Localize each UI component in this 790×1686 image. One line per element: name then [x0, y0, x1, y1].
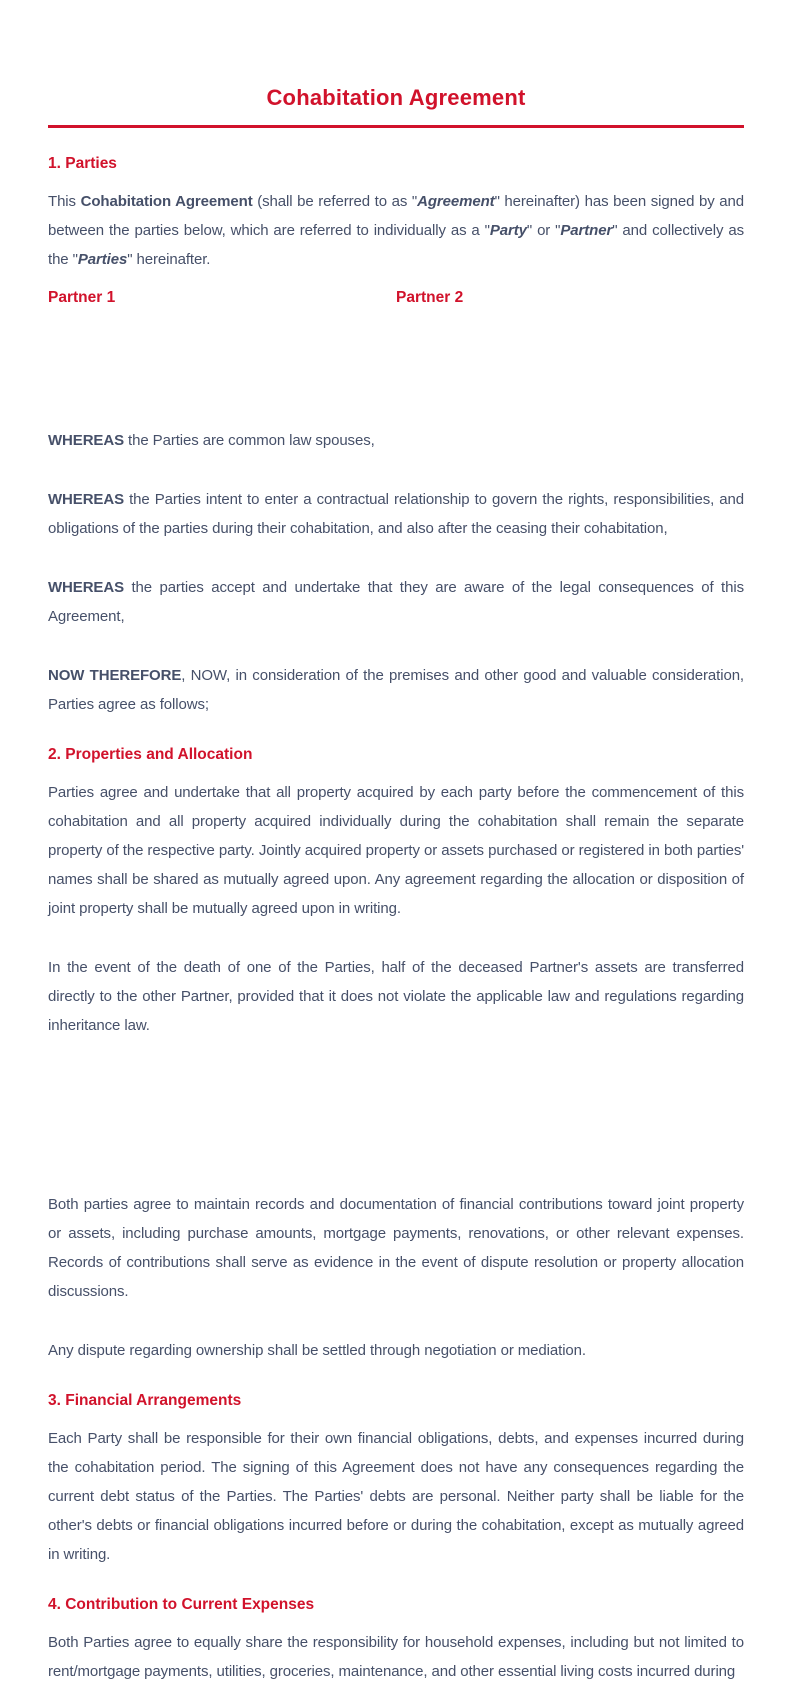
expenses-paragraph: Both Parties agree to equally share the responsibility for household expenses, including but not limited to rent/mortgage payments, utilities, groceries, maintenance, and other essential living costs incurred during — [48, 1634, 744, 1680]
properties-paragraph-3: Both parties agree to maintain records and documentation of financial contributions toward joint property or assets, including purchase amounts, mortgage payments, renovations, or other relevant expenses. Records of contributions shall serve as evidence in the event of dispute resolution or property allocation discussions. — [48, 1196, 744, 1300]
whereas-clause-1: WHEREAS the Parties are common law spouses, — [48, 432, 375, 449]
section-heading-expenses: 4. Contribution to Current Expenses — [48, 1596, 315, 1613]
partner2-heading: Partner 2 — [396, 289, 464, 306]
section-heading-parties: 1. Parties — [48, 155, 117, 172]
whereas-clause-2: WHEREAS the Parties intent to enter a contractual relationship to govern the rights, responsibilities, and obligations of the parties during their cohabitation, and also after the ceasing their cohabitation, — [48, 491, 744, 537]
properties-paragraph-1: Parties agree and undertake that all property acquired by each party before the commencement of this cohabitation and all property acquired individually during the cohabitation shall remain the separate property of the respective party. Jointly acquired property or assets purchased or registered in both parties' names shall be shared as mutually agreed upon. Any agreement regarding the allocation or disposition of joint property shall be mutually agreed upon in writing. — [48, 784, 744, 917]
now-therefore-clause: NOW THEREFORE, NOW, in consideration of the premises and other good and valuable consideration, Parties agree as follows; — [48, 667, 745, 713]
section-heading-financial: 3. Financial Arrangements — [48, 1392, 242, 1409]
records-blank-area — [48, 1040, 744, 1160]
section-heading-properties: 2. Properties and Allocation — [48, 746, 253, 763]
partners-row — [48, 288, 744, 308]
partner-details-blank-area — [48, 308, 744, 396]
title-divider — [48, 125, 744, 128]
properties-paragraph-2: In the event of the death of one of the Parties, half of the deceased Partner's assets are transferred directly to the other Partner, provided that it does not violate the applicable law and regulations regarding inheritance law. — [48, 959, 744, 1034]
financial-paragraph: Each Party shall be responsible for their own financial obligations, debts, and expenses incurred during the cohabitation period. The signing of this Agreement does not have any consequences regarding the current debt status of the Parties. The Parties' debts are personal. Neither party shall be liable for the other's debts or financial obligations incurred before or during the cohabitation, except as mutually agreed in writing. — [48, 1430, 744, 1563]
whereas-clause-3: WHEREAS the parties accept and undertake that they are aware of the legal consequences of this Agreement, — [48, 579, 744, 625]
document-title: Cohabitation Agreement — [266, 85, 526, 110]
intro-paragraph: This Cohabitation Agreement (shall be referred to as "Agreement" hereinafter) has been signed by and between the parties below, which are referred to individually as a "Party" or "Partner" and collectively as the "Parties" hereinafter. — [48, 193, 744, 268]
partner1-heading: Partner 1 — [48, 289, 116, 306]
properties-paragraph-4: Any dispute regarding ownership shall be settled through negotiation or mediation. — [48, 1342, 586, 1359]
